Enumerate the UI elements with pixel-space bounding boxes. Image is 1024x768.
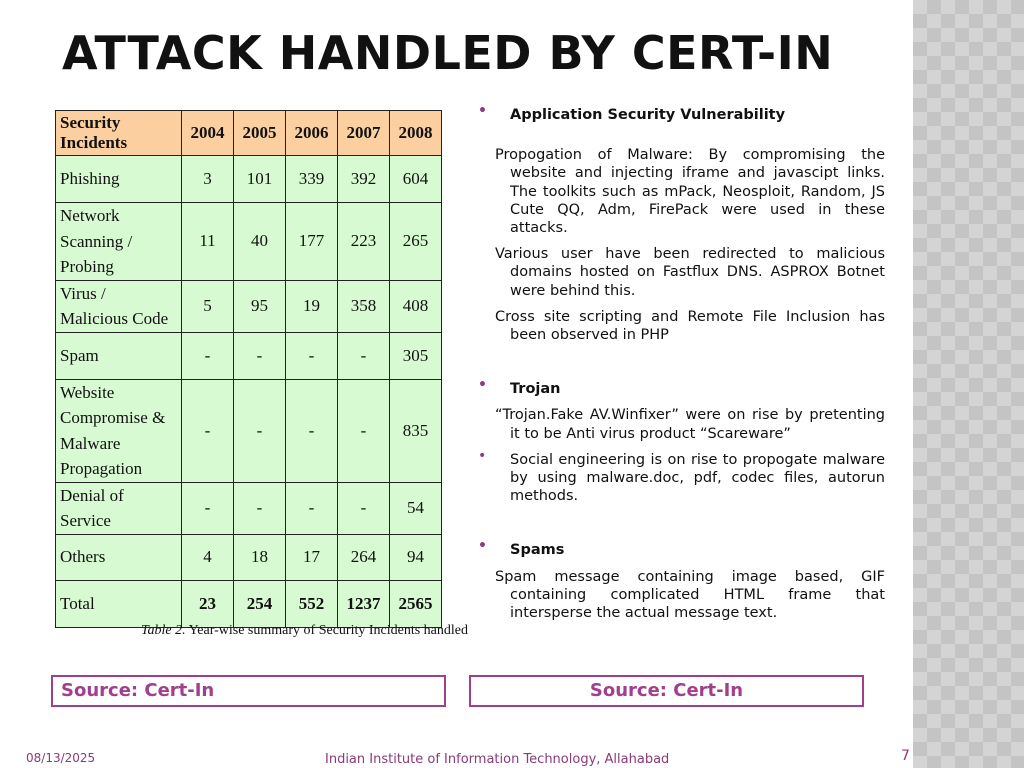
table-cell: 23 [182,580,234,627]
table-cell: 835 [390,379,442,482]
table-cell: - [182,332,234,379]
table-cell: 11 [182,203,234,281]
table-row [56,482,442,534]
table-cell: 305 [390,332,442,379]
table-header-cell: 2005 [234,111,286,156]
table-header-row [56,111,442,156]
table-cell: 3 [182,156,234,203]
table-cell: - [182,482,234,534]
table-row-label: Virus / Malicious Code [56,280,182,332]
table-row-label: Phishing [56,156,182,203]
bullet-icon: • [478,538,487,555]
footer-institute: Indian Institute of Information Technology, Allahabad [325,752,670,767]
paragraph-social-engineering: Social engineering is on rise to propogate malware by using malware.doc, pdf, codec files, autorun methods. [510,451,885,505]
table-cell: 408 [390,280,442,332]
table-header-cell: 2006 [286,111,338,156]
source-label-left: Source: Cert-In [51,675,446,707]
table-cell: - [286,379,338,482]
footer-date: 08/13/2025 [26,751,96,765]
source-label-right: Source: Cert-In [469,675,864,707]
bullet-heading-trojan [478,377,885,398]
table-header-cell: 2004 [182,111,234,156]
table-cell: 604 [390,156,442,203]
table-cell: 1237 [338,580,390,627]
table-cell: 54 [390,482,442,534]
table-row-label: Website Compromise & Malware Propagation [56,379,182,482]
table-cell: - [338,332,390,379]
table-row-label: Others [56,534,182,580]
table-cell: 339 [286,156,338,203]
table-cell: 18 [234,534,286,580]
table-cell: - [234,332,286,379]
table-cell: - [286,482,338,534]
paragraph-spams: Spam message containing image based, GIF containing complicated HTML frame that intersperse the actual message text. [495,568,885,622]
side-pattern-decoration [913,0,1024,768]
incidents-table [55,110,442,628]
table-cell: 223 [338,203,390,281]
table-cell: 40 [234,203,286,281]
table-row-label: Denial of Service [56,482,182,534]
table-cell: - [234,379,286,482]
paragraph-xss-rfi: Cross site scripting and Remote File Inclusion has been observed in PHP [495,308,885,344]
bullet-heading-app-security [478,103,885,124]
page-number: 7 [901,748,910,764]
table-cell: 95 [234,280,286,332]
heading-text: Spams [510,542,565,559]
table-header-cell: 2008 [390,111,442,156]
table-row [56,156,442,203]
heading-text: Application Security Vulnerability [510,107,786,123]
table-cell: 552 [286,580,338,627]
table-row-total [56,580,442,627]
table-row [56,280,442,332]
table-row-label: Network Scanning / Probing [56,203,182,281]
table-cell: 19 [286,280,338,332]
table-cell: 392 [338,156,390,203]
table-cell: - [234,482,286,534]
table-cell: 177 [286,203,338,281]
table-header-cell: Security Incidents [56,111,182,156]
table-caption [141,623,468,639]
content-text-block [478,103,885,622]
table-cell: - [338,379,390,482]
table-row [56,379,442,482]
incidents-table-container [55,110,441,628]
table-cell: - [338,482,390,534]
table-cell: 17 [286,534,338,580]
paragraph-malware-propagation: Propogation of Malware: By compromising the website and injecting iframe and javascipt links. The toolkits such as mPack, Neosploit, Random, JS Cute QQ, Adm, FirePack were used in these attacks. [495,147,885,237]
bullet-icon: • [478,447,487,464]
table-cell: - [182,379,234,482]
table-cell: 254 [234,580,286,627]
table-header-cell: 2007 [338,111,390,156]
table-cell: 264 [338,534,390,580]
table-caption-text: Year-wise summary of Security Incidents handled [188,623,468,638]
table-row-label: Spam [56,332,182,379]
table-row-label: Total [56,580,182,627]
paragraph-redirection: Various user have been redirected to malicious domains hosted on Fastflux DNS. ASPROX Botnet were behind this. [495,246,885,299]
table-cell: 5 [182,280,234,332]
table-cell: 101 [234,156,286,203]
bullet-icon: • [478,377,487,394]
table-caption-label: Table 2. [141,623,186,638]
slide-title: ATTACK HANDLED BY CERT-IN [62,26,834,80]
bullet-heading-spams [478,538,885,559]
table-row [56,332,442,379]
paragraph-trojan: “Trojan.Fake AV.Winfixer” were on rise by pretenting it to be Anti virus product “Scareware” [495,407,885,442]
table-row [56,534,442,580]
bullet-social-engineering [478,447,885,506]
bullet-icon: • [478,103,487,119]
table-cell: 4 [182,534,234,580]
table-cell: - [286,332,338,379]
table-cell: 94 [390,534,442,580]
heading-text: Trojan [510,381,561,398]
table-cell: 265 [390,203,442,281]
table-row [56,203,442,281]
table-cell: 2565 [390,580,442,627]
table-cell: 358 [338,280,390,332]
